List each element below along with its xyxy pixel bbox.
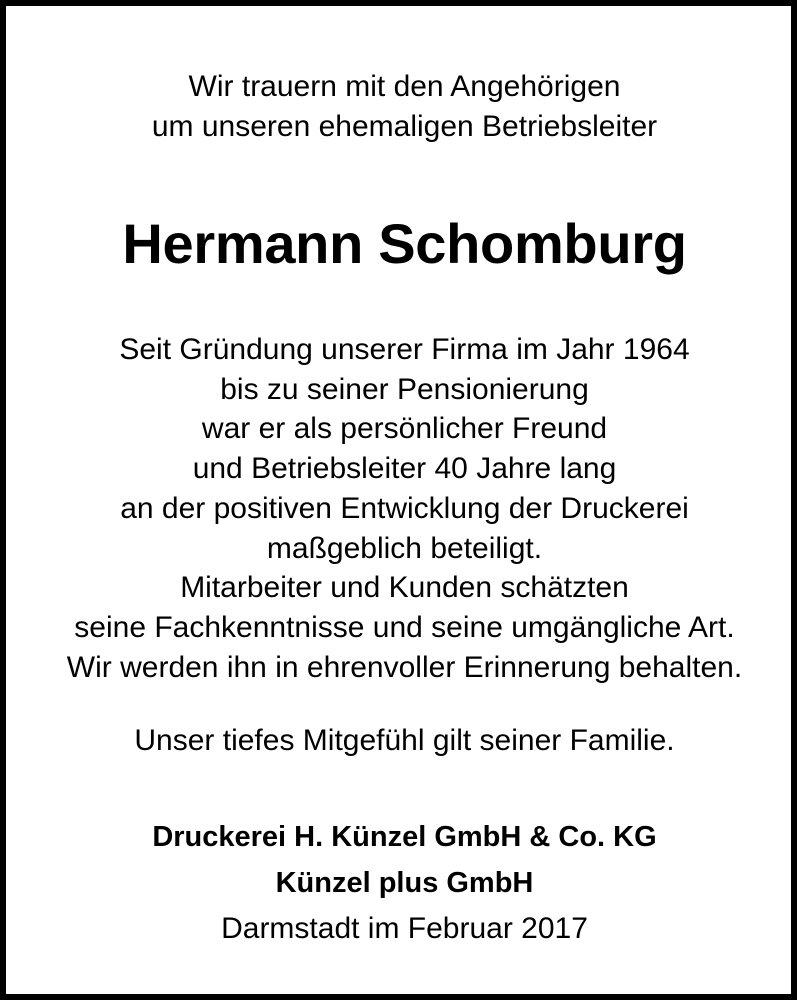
tribute-line: und Betriebsleiter 40 Jahre lang [192, 452, 617, 486]
tribute-line: bis zu seiner Pensionierung [220, 372, 589, 406]
tribute-line: Mitarbeiter und Kunden schätzten [180, 571, 629, 605]
company-name-secondary: Künzel plus GmbH [275, 867, 534, 899]
tribute-line: war er als persönlicher Freund [201, 412, 608, 446]
signature-block [6, 814, 797, 952]
tribute-line: Wir werden ihn in ehrenvoller Erinnerung behalten. [66, 650, 743, 684]
deceased-name: Hermann Schomburg [122, 212, 687, 275]
tribute-line: Seit Gründung unserer Firma im Jahr 1964 [119, 333, 690, 366]
tribute-text [6, 330, 797, 687]
tribute-line: maßgeblich beteiligt. [266, 531, 543, 565]
tribute-line: an der positiven Entwicklung der Druckerei [120, 491, 689, 525]
condolence-text [6, 721, 797, 761]
tribute-line: seine Fachkenntnisse und seine umgängliche Art. [74, 610, 735, 644]
intro-line: um unseren ehemaligen Betriebsleiter [151, 109, 658, 143]
intro-line: Wir trauern mit den Angehörigen [188, 70, 621, 103]
condolence-line: Unser tiefes Mitgefühl gilt seiner Familie. [134, 724, 675, 757]
place-and-date: Darmstadt im Februar 2017 [221, 912, 588, 945]
intro-text [6, 67, 797, 146]
company-name-primary: Druckerei H. Künzel GmbH & Co. KG [152, 821, 657, 853]
